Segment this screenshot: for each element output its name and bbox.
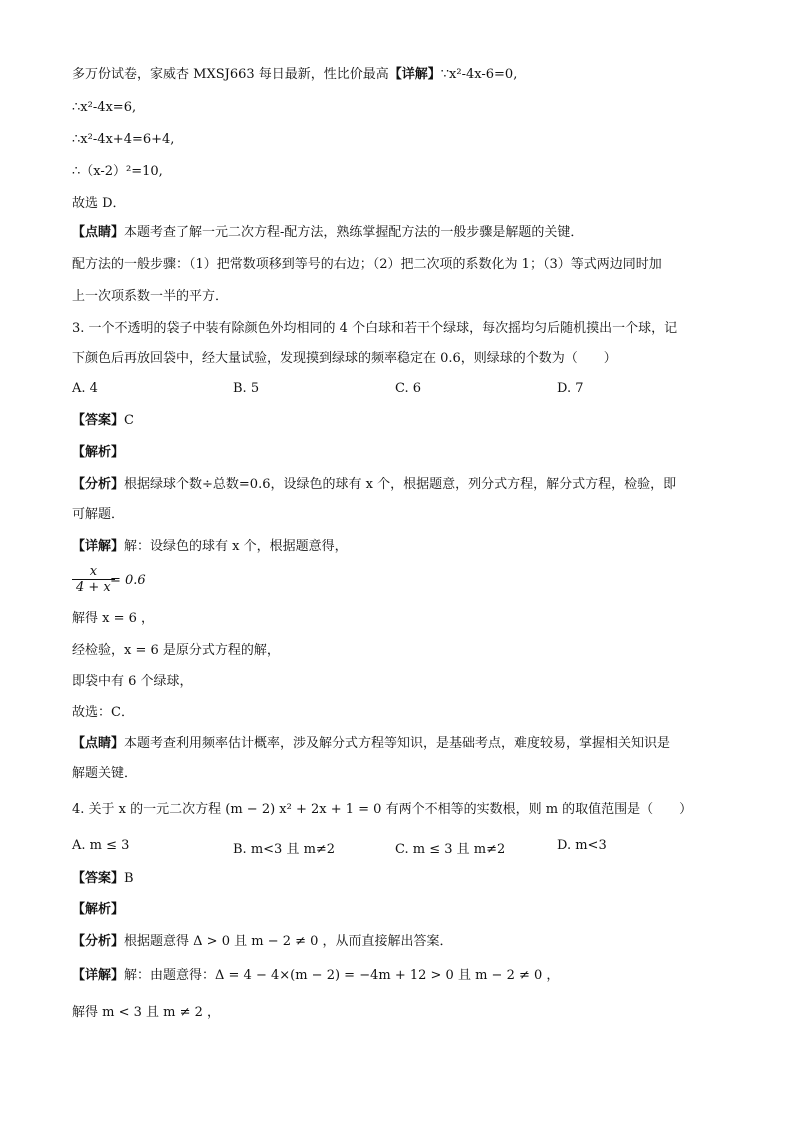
fenxi-text: 根据绿球个数÷总数=0.6，设绿色的球有 x 个，根据题意，列分式方程，解分式方程，检验，即 bbox=[124, 477, 677, 492]
detail-text: 解：由题意得：Δ = 4 − 4×(m − 2) = −4m + 12 > 0 且 m − 2 ≠ 0 ， bbox=[124, 968, 560, 983]
comment-text: 本题考查利用频率估计概率，涉及解分式方程等知识，是基础考点，难度较易，掌握相关知识是 bbox=[124, 736, 671, 751]
q4-fenxi bbox=[72, 933, 453, 951]
fraction-rhs: = 0.6 bbox=[110, 573, 146, 588]
q4-analysis-tag: 【解析】 bbox=[72, 902, 125, 917]
q3-fenxi-cont: 可解题． bbox=[72, 507, 125, 522]
q4-stem: 4. 关于 x 的一元二次方程 (m − 2) x² + 2x + 1 = 0 有两个不相等的实数根，则 m 的取值范围是（ ） bbox=[72, 802, 693, 817]
detail-text: 解：设绿色的球有 x 个，根据题意得， bbox=[124, 539, 348, 554]
detail-text: ∵x²-4x-6=0, bbox=[440, 67, 518, 82]
fraction-denominator: 4 + x bbox=[72, 579, 115, 595]
comment-tag: 【点睛】 bbox=[72, 736, 125, 751]
q4-detail bbox=[72, 967, 559, 985]
q3-comment-cont: 解题关键． bbox=[72, 766, 138, 781]
solve-line: 解得 x = 6 ， bbox=[72, 611, 155, 626]
step-line: ∴x²-4x+4=6+4, bbox=[72, 132, 175, 147]
q4-option-c: C. m ≤ 3 且 m≠2 bbox=[395, 842, 506, 857]
choose-line: 故选：C． bbox=[72, 705, 134, 720]
answer-tag: 【答案】 bbox=[72, 871, 125, 886]
method-line: 上一次项系数一半的平方． bbox=[72, 289, 229, 304]
answer-tag: 【答案】 bbox=[72, 413, 125, 428]
q3-comment bbox=[72, 735, 670, 753]
q3-analysis-tag: 【解析】 bbox=[72, 445, 125, 460]
intro-line bbox=[72, 66, 517, 84]
q4-solve: 解得 m < 3 且 m ≠ 2 ， bbox=[72, 1005, 221, 1020]
q4-option-a: A. m ≤ 3 bbox=[72, 838, 130, 853]
comment-text: 本题考查了解一元二次方程-配方法，熟练掌握配方法的一般步骤是解题的关键． bbox=[124, 225, 584, 240]
method-line: 配方法的一般步骤：（1）把常数项移到等号的右边；（2）把二次项的系数化为 1；（3）等式两边同时加 bbox=[72, 257, 662, 272]
q2-comment bbox=[72, 224, 583, 242]
fenxi-tag: 【分析】 bbox=[72, 934, 125, 949]
check-line: 经检验，x = 6 是原分式方程的解， bbox=[72, 643, 280, 658]
answer-value: C bbox=[124, 413, 134, 428]
q3-fenxi bbox=[72, 476, 676, 494]
conclusion-line: 即袋中有 6 个绿球， bbox=[72, 674, 193, 689]
step-line: ∴x²-4x=6, bbox=[72, 100, 137, 115]
comment-tag: 【点睛】 bbox=[72, 225, 125, 240]
step-line: 故选 D． bbox=[72, 196, 126, 211]
answer-value: B bbox=[124, 871, 134, 886]
step-line: ∴（x-2）²=10, bbox=[72, 164, 163, 179]
q4-option-d: D. m<3 bbox=[557, 838, 607, 853]
q3-detail bbox=[72, 538, 348, 556]
ad-text: 多万份试卷，家威杏 MXSJ663 每日最新，性比价最高 bbox=[72, 67, 389, 82]
q4-answer bbox=[72, 870, 134, 888]
detail-tag: 【详解】 bbox=[72, 968, 125, 983]
fenxi-tag: 【分析】 bbox=[72, 477, 125, 492]
q4-option-b: B. m<3 且 m≠2 bbox=[233, 842, 336, 857]
q3-option-d: D. 7 bbox=[557, 381, 584, 396]
fraction-numerator: x bbox=[89, 564, 98, 579]
detail-tag: 【详解】 bbox=[72, 539, 125, 554]
q3-option-a: A. 4 bbox=[72, 381, 98, 396]
q3-stem: 下颜色后再放回袋中，经大量试验，发现摸到绿球的频率稳定在 0.6，则绿球的个数为（ ） bbox=[72, 351, 617, 366]
q3-option-b: B. 5 bbox=[233, 381, 260, 396]
q3-option-c: C. 6 bbox=[395, 381, 422, 396]
detail-tag: 【详解】 bbox=[388, 67, 441, 82]
fenxi-text: 根据题意得 Δ > 0 且 m − 2 ≠ 0 ，从而直接解出答案． bbox=[124, 934, 453, 949]
fraction-equation bbox=[72, 564, 115, 595]
q3-stem: 3. 一个不透明的袋子中装有除颜色外均相同的 4 个白球和若干个绿球，每次摇均匀后随机摸出一个球，记 bbox=[72, 321, 678, 336]
q3-answer bbox=[72, 412, 134, 430]
